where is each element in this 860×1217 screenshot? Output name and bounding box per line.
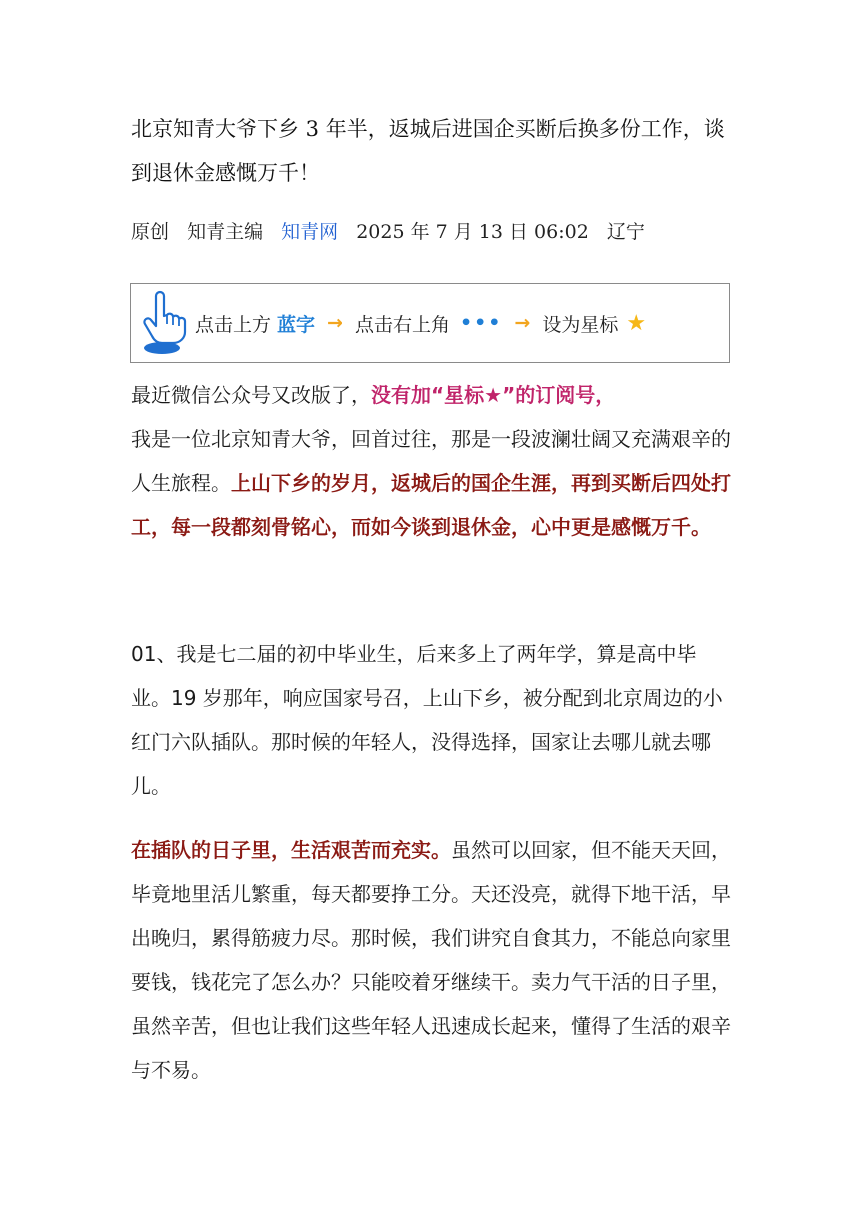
section-01-paragraph bbox=[131, 632, 733, 808]
article-meta bbox=[131, 215, 733, 249]
more-dots-icon: ••• bbox=[459, 312, 503, 334]
rural-life-emphasis: 在插队的日子里，生活艰苦而充实。 bbox=[131, 838, 451, 862]
rural-life-paragraph bbox=[131, 828, 733, 1092]
intro-paragraph bbox=[131, 373, 733, 549]
intro-emphasis: 上山下乡的岁月，返城后的国企生涯，再到买断后四处打工，每一段都刻骨铭心，而如今谈到退休金，心中更是感慨万千。 bbox=[131, 471, 731, 539]
banner-text-click-top: 点击上方 bbox=[195, 313, 272, 336]
article-title: 北京知青大爷下乡 3 年半，返城后进国企买断后换多份工作，谈到退休金感慨万千！ bbox=[131, 117, 725, 185]
pointing-hand-icon bbox=[141, 290, 187, 356]
arrow-right-icon: → bbox=[327, 312, 343, 334]
banner-blue-word[interactable]: 蓝字 bbox=[277, 313, 316, 336]
section-number: 01、 bbox=[131, 642, 177, 666]
rural-life-body: 虽然可以回家，但不能天天回，毕竟地里活儿繁重，每天都要挣工分。天还没亮，就得下地干活，早出晚归，累得筋疲力尽。那时候，我们讲究自食其力，不能总向家里要钱，钱花完了怎么办？只能咬着牙继续干。卖力气干活的日子里，虽然辛苦，但也让我们这些年轻人迅速成长起来，懂得了生活的艰辛与不易。 bbox=[131, 838, 731, 1082]
original-tag: 原创 bbox=[131, 221, 170, 243]
publish-datetime: 2025 年 7 月 13 日 06:02 bbox=[356, 221, 589, 243]
account-link[interactable]: 知青网 bbox=[281, 221, 339, 243]
star-icon: ★ bbox=[626, 310, 647, 336]
publish-location: 辽宁 bbox=[606, 221, 645, 243]
intro-lead: 最近微信公众号又改版了， bbox=[131, 383, 371, 407]
banner-text-click-corner: 点击右上角 bbox=[354, 313, 450, 336]
follow-star-banner bbox=[130, 283, 730, 363]
star-notice: 没有加“星标★”的订阅号， bbox=[371, 383, 616, 407]
intro-body: 我是一位北京知青大爷，回首过往，那是一段波澜壮阔又充满艰辛的人生旅程。 bbox=[131, 427, 731, 495]
author-name: 知青主编 bbox=[187, 221, 264, 243]
arrow-right-icon: → bbox=[514, 312, 531, 334]
section-01-body: 我是七二届的初中毕业生，后来多上了两年学，算是高中毕业。19 岁那年，响应国家号召，上山下乡，被分配到北京周边的小红门六队插队。那时候的年轻人，没得选择，国家让去哪儿就去哪儿。 bbox=[131, 642, 723, 798]
banner-text-set-star: 设为星标 bbox=[542, 313, 619, 336]
